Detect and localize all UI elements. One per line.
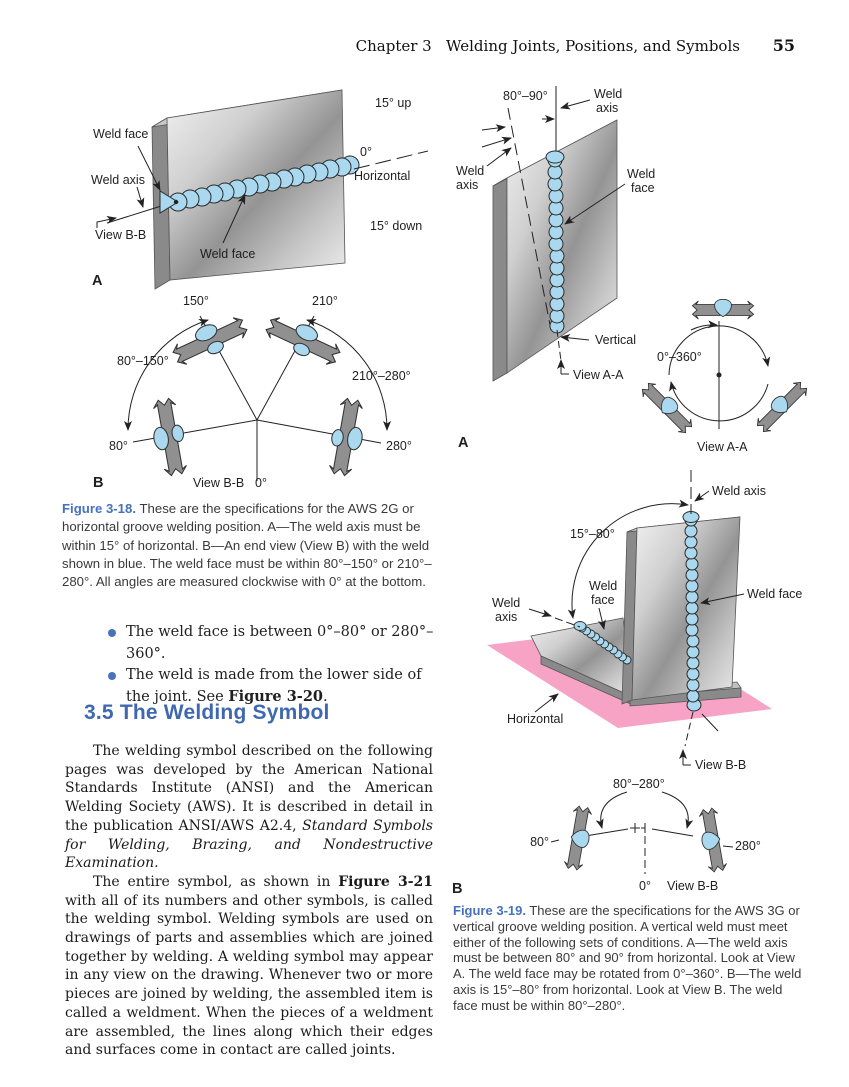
weld-face-label: Weld face [747, 587, 803, 601]
svg-text:axis: axis [596, 101, 619, 115]
weld-joint-icon-right [753, 378, 810, 435]
weld-joint-icon-80 [563, 805, 594, 871]
weld-face-label: Weld face [93, 127, 149, 141]
range-80-150-label: 80°–150° [117, 354, 169, 368]
list-item [65, 622, 437, 665]
angle-0-label: 0° [360, 145, 372, 159]
weld-axis-point [174, 200, 178, 204]
weld-axis-label: Weld [594, 87, 623, 101]
part-b-label: B [93, 475, 104, 491]
chapter-label: Chapter 3 [355, 37, 432, 55]
weld-joint-icon-top [692, 299, 753, 319]
figure-3-18-part-a-illustration [60, 80, 440, 295]
figure-reference: Figure 3-21 [338, 873, 433, 890]
publication-title: Standard Symbols for Welding, Brazing, and Nondestructive Examination. [65, 817, 433, 872]
figure-3-19-caption-label: Figure 3-19. [453, 903, 526, 918]
svg-text:axis: axis [495, 610, 518, 624]
weld-axis-label: Weld axis [712, 484, 766, 498]
figure-3-18-caption [62, 500, 442, 591]
figure-3-19-caption [453, 903, 803, 1014]
running-head [0, 36, 795, 55]
weld-axis-left-label: Weld [492, 596, 521, 610]
paragraph: The welding symbol described on the following pages was developed by the American National Standards Institute (ANSI) and the American Welding Society (AWS). It is described in detail in the publication ANSI/AWS A2.4, Standard Symbols for Welding, Brazing, and Nondestructive Examination. [65, 743, 433, 872]
figure-3-18-caption-label: Figure 3-18. [62, 501, 137, 516]
angle-15-down-label: 15° down [370, 219, 423, 233]
weld-joint-icon-210 [262, 310, 344, 370]
view-aa-caption: View A-A [697, 440, 748, 454]
part-a-label: A [92, 273, 103, 289]
part-b-label: B [452, 881, 463, 897]
figure-3-19-caption-text: These are the specifications for the AWS 3G or vertical groove welding position. A vertical weld must meet either of the following sets of conditions. A—The weld axis must be between 80° and 90° from horizontal. Look at View A. The weld face may be rotated from 0°–360°. B—The weld axis is 15°–80° from horizontal. Look at View B. The weld face must be within 80°–280°. [453, 903, 802, 1013]
horizontal-label: Horizontal [354, 169, 411, 183]
weld-joint-icon-150 [169, 310, 251, 370]
weld-face-sloped-label: Weld [589, 579, 618, 593]
bullet-icon [108, 629, 116, 637]
range-80-90-label: 80°–90° [503, 89, 548, 103]
angle-15-up-label: 15° up [375, 96, 412, 110]
bullet-bold-text: Figure 3-20 [228, 688, 323, 705]
view-aa-label: View A-A [573, 368, 624, 382]
angle-0-label: 0° [255, 476, 267, 490]
figure-3-19-part-a-illustration [455, 78, 849, 468]
paragraph: The entire symbol, as shown in Figure 3-21 with all of its numbers and other symbols, is called the welding symbol. Welding symbols are used on drawings of parts and assemblies which are joined together by welding. A welding symbol may appear in any view on the drawing. Whenever two or more pieces are joined by welding, the assembled item is called a weldment. When the pieces of a weldment are assembled, the lines along which their edges and surfaces come in contact are called joints. [65, 873, 433, 1059]
angle-210-label: 210° [312, 294, 338, 308]
weld-axis-label: Weld axis [91, 173, 145, 187]
weld-face-label: Weld [627, 167, 656, 181]
chapter-title: Welding Joints, Positions, and Symbols [446, 37, 740, 55]
horizontal-label: Horizontal [507, 712, 564, 726]
view-aa-rotation-diagram [639, 299, 810, 454]
view-bb-label: View B-B [695, 758, 747, 772]
figure-3-18-caption-text: These are the specifications for the AWS 2G or horizontal groove welding position. A—The weld axis must be within 15° of horizontal. B—An end view (View B) with the weld shown in blue. The weld face must be within 80°–150° or 210°–280°. All angles are measured clockwise with 0° at the bottom. [62, 501, 432, 590]
weld-axis-left-label: Weld [456, 164, 485, 178]
angle-280-label: 280° [735, 839, 761, 853]
angle-280-label: 280° [386, 439, 412, 453]
figure-3-18-part-b-diagram [60, 280, 440, 492]
weld-joint-icon-280 [326, 397, 369, 478]
figure-3-19-part-b-diagram [445, 770, 849, 905]
bullet-list [65, 622, 437, 708]
angle-150-label: 150° [183, 294, 209, 308]
bullet-text: The weld is made from the lower side of the joint. See [126, 667, 422, 705]
svg-text:face: face [591, 593, 615, 607]
weld-joint-icon-80 [147, 397, 190, 478]
rotation-0-360-label: 0°–360° [657, 350, 702, 364]
angle-0-label: 0° [639, 879, 651, 893]
bullet-text: The weld face is between 0°–80° or 280°–360°. [126, 624, 434, 662]
body-text [65, 742, 433, 1060]
range-80-280-label: 80°–280° [613, 777, 665, 791]
weld-joint-icon-left [639, 379, 696, 436]
part-a-label: A [458, 435, 469, 451]
list-item: The weld is made from the lower side of the joint. See Figure 3-20. [65, 665, 437, 708]
range-210-280-label: 210°–280° [352, 369, 411, 383]
vertical-label: Vertical [595, 333, 636, 347]
view-bb-label: View B-B [667, 879, 719, 893]
weld-joint-icon-280 [697, 807, 728, 873]
plate-side-face [493, 178, 507, 381]
weld-face-bottom-label: Weld face [200, 247, 256, 261]
svg-text:axis: axis [456, 178, 479, 192]
angle-80-label: 80° [109, 439, 128, 453]
figure-3-19-part-b-illustration [455, 460, 849, 775]
view-bb-label: View B-B [193, 476, 245, 490]
section-heading: 3.5 The Welding Symbol [84, 701, 330, 724]
view-bb-label: View B-B [95, 228, 147, 242]
page-number: 55 [772, 36, 795, 55]
svg-text:face: face [631, 181, 655, 195]
angle-80-label: 80° [530, 835, 549, 849]
bullet-icon [108, 672, 116, 680]
range-15-80-label: 15°–80° [570, 527, 615, 541]
